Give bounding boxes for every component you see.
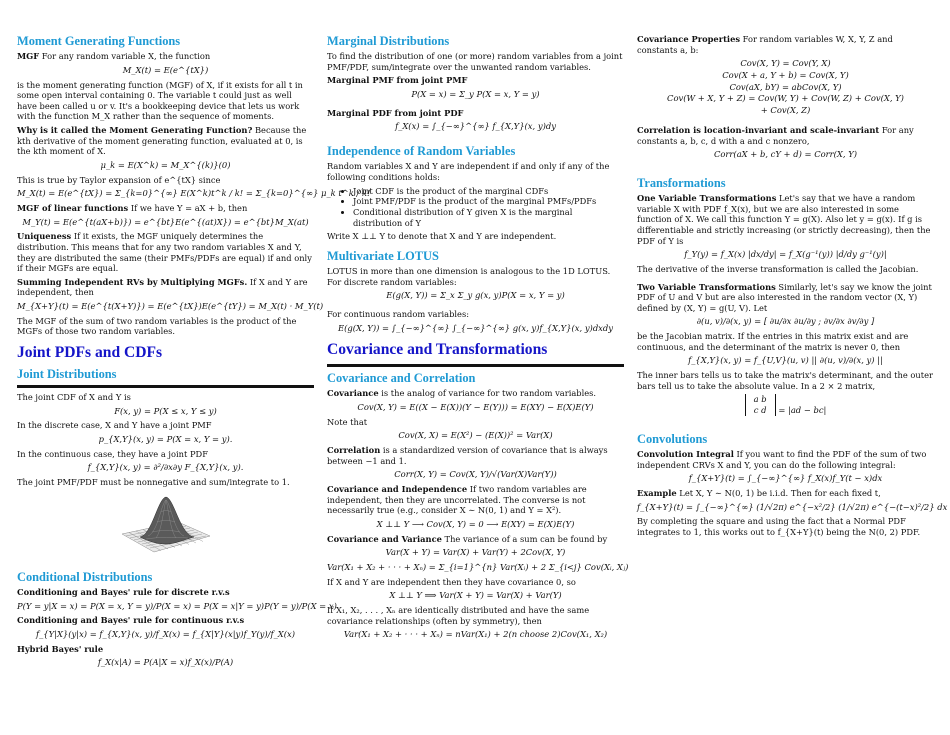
cov-shift-eq: Cov(X + a, Y + b) = Cov(X, Y) <box>722 69 849 80</box>
example-term: Example <box>637 488 677 499</box>
cov-independence-term: Covariance and Independence <box>327 483 468 494</box>
conditional-heading: Conditional Distributions <box>17 569 153 584</box>
two-var-transform <box>637 282 934 314</box>
covariance-eq: Cov(X, Y) = E((X − E(X))(Y − E(Y))) = E(XY) − E(X)E(Y) <box>357 401 594 412</box>
mgf-definition <box>17 51 314 62</box>
corr-invariance-term: Correlation is location-invariant and scale-invariant <box>637 124 880 135</box>
correlation-def <box>327 445 624 466</box>
two-var-pdf-eq: f_{X,Y}(x, y) = f_{U,V}(u, v) || ∂(u, v)/∂(x, y) || <box>688 355 883 366</box>
covariance-term: Covariance <box>327 388 379 399</box>
determinant-rhs: = |ad − bc| <box>778 405 827 416</box>
section-divider <box>327 364 624 367</box>
cov-variance-text: The variance of a sum can be found by <box>441 533 608 544</box>
var-sum-eq: Var(X + Y) = Var(X) + Var(Y) + 2Cov(X, Y) <box>385 547 566 558</box>
uniqueness-text: If it exists, the MGF uniquely determines the distribution. This means that for any two random variables X and Y, they are distributed the same (their PMFs/PDFs are equal) if and only if their MGFs are equal. <box>17 231 312 274</box>
continuous-bayes-term: Conditioning and Bayes' rule for continuous r.v.s <box>17 615 245 626</box>
mgf-linear-text: If we have Y = aX + b, then <box>128 203 248 213</box>
covariance-def <box>327 388 624 399</box>
example-eq: f_{X+Y}(t) = ∫_{−∞}^{∞} (1/√2π) e^{−x²/2} (1/√2π) e^{−(t−x)²/2} dx <box>637 501 948 512</box>
correlation-term: Correlation <box>327 445 381 456</box>
convolution-term: Convolution Integral <box>637 449 734 460</box>
convolution-integral <box>637 449 934 470</box>
covariance-big-heading: Covariance and Transformations <box>327 341 548 359</box>
cov-scale-eq: Cov(aX, bY) = abCov(X, Y) <box>729 81 842 92</box>
cov-properties <box>637 34 934 55</box>
independence-notation: Write X ⊥⊥ Y to denote that X and Y are independent. <box>327 231 557 242</box>
corr-invariance-eq: Corr(aX + b, cY + d) = Corr(X, Y) <box>713 149 858 160</box>
mgf-sum <box>17 277 314 298</box>
corr-invariance-text: For any constants a, b, c, d with a and c nonzero, <box>637 124 914 146</box>
bars-text: The inner bars tells us to take the matrix's determinant, and the outer bars tell us to take the absolute value. In a 2 × 2 matrix, <box>637 370 933 391</box>
cov-variance <box>327 534 624 545</box>
one-var-eq: f_Y(y) = f_X(x) |dx/dy| = f_X(g⁻¹(y)) |d/dy g⁻¹(y)| <box>684 249 887 260</box>
discrete-bayes-eq: P(Y = y|X = x) = P(X = x, Y = y)/P(X = x) = P(X = x|Y = y)P(Y = y)/P(X = x) <box>17 600 337 611</box>
two-var-term: Two Variable Transformations <box>637 281 776 292</box>
convolution-example <box>637 488 934 499</box>
convolution-conclusion: By completing the square and using the fact that a Normal PDF integrates to 1, this works out to f_{X+Y}(t) being the N(0, 2) PDF. <box>637 516 921 538</box>
determinant-eq <box>637 394 934 416</box>
marginal-pdf-eq: f_X(x) = ∫_{−∞}^{∞} f_{X,Y}(x, y)dy <box>395 121 556 132</box>
list-item: • Joint PMF/PDF is the product of the marginal PMFs/PDFs <box>353 196 624 207</box>
joint-pdf-eq: f_{X,Y}(x, y) = ∂²/∂x∂y F_{X,Y}(x, y). <box>87 462 244 473</box>
mgf-eq: M_X(t) = E(e^{tX}) <box>122 64 209 75</box>
mgf-linear <box>17 203 314 214</box>
cov-properties-term: Covariance Properties <box>637 34 741 44</box>
note-text: Note that <box>327 416 368 427</box>
marginal-intro: To find the distribution of one (or more) random variables from a joint PMF/PDF, sum/integrate over the unwanted random variables. <box>327 51 623 72</box>
cov-independence-text: If two random variables are independent, then they are uncorrelated. The converse is not necessarily true (e.g., consider X ∼ N(0, 1) and Y = X²). <box>327 483 587 516</box>
cov-independence <box>327 484 624 516</box>
mgf-why <box>17 125 314 157</box>
jacobian-matrix-eq: ∂(u, v)/∂(x, y) = [ ∂u/∂x ∂u/∂y ; ∂v/∂x ∂v/∂y ] <box>696 316 875 327</box>
marginal-pdf-term: Marginal PDF from joint PDF <box>327 107 464 118</box>
mgf-why-text: Because the kth derivative of the moment generating function, evaluated at 0, is the kth moment of X. <box>17 125 307 157</box>
cov-properties-eqs <box>637 58 934 116</box>
mgf-def-text: For any random variable X, the function <box>39 51 211 62</box>
jacobian-text: be the Jacobian matrix. If the entries in this matrix exist and are continuous, and the determinant of the matrix is never 0, then <box>637 331 909 352</box>
joint-nonneg-text: The joint PMF/PDF must be nonnegative and sum/integrate to 1. <box>17 477 290 488</box>
matrix-row-1: a b <box>753 394 767 405</box>
hybrid-bayes-term: Hybrid Bayes' rule <box>17 643 104 654</box>
one-var-transform <box>637 193 934 246</box>
linear-eq: M_Y(t) = E(e^{t(aX+b)}) = e^{bt}E(e^{(at)X}) = e^{bt}M_X(at) <box>22 216 309 227</box>
marginal-pmf-eq: P(X = x) = Σ_y P(X = x, Y = y) <box>411 89 540 100</box>
lotus-heading: Multivariate LOTUS <box>327 248 439 263</box>
lotus-intro: LOTUS in more than one dimension is analogous to the 1D LOTUS. For discrete random variables: <box>327 266 611 287</box>
joint-cdf-text: The joint CDF of X and Y is <box>17 391 131 402</box>
covariance-text: is the analog of variance for two random variables. <box>378 388 597 399</box>
section-divider <box>17 385 314 388</box>
taylor-text: This is true by Taylor expansion of e^{tX} since <box>17 174 221 185</box>
joint-heading: Joint Distributions <box>17 366 117 381</box>
matrix-2x2 <box>745 394 776 416</box>
joint-big-heading: Joint PDFs and CDFs <box>17 343 163 361</box>
joint-pmf-eq: p_{X,Y}(x, y) = P(X = x, Y = y). <box>98 433 233 444</box>
marginal-pmf-term: Marginal PMF from joint PMF <box>327 75 468 86</box>
var-sum-n-eq: Var(X₁ + X₂ + · · · + Xₙ) = Σ_{i=1}^{n} Var(Xᵢ) + 2 Σ_{i<j} Cov(Xᵢ, Xⱼ) <box>327 561 629 572</box>
cov-variance-term: Covariance and Variance <box>327 533 442 544</box>
uniqueness-term: Uniqueness <box>17 231 72 242</box>
mgf-linear-term: MGF of linear functions <box>17 203 129 213</box>
cov-bilinear-eq: Cov(W + X, Y + Z) = Cov(W, Y) + Cov(W, Z) + Cov(X, Y) <box>667 93 904 104</box>
independence-intro: Random variables X and Y are independent if and only if any of the following conditions holds: <box>327 161 610 183</box>
mgf-explanation: is the moment generating function (MGF) of X, if it exists for all t in some open interval containing 0. The variable t could just as well have been called u or v. It's a bookkeeping device that lets us work with the function M_X rather than the sequence of moments. <box>17 79 303 122</box>
independence-list <box>327 186 624 228</box>
correlation-text: is a standardized version of covariance that is always between −1 and 1. <box>327 445 608 466</box>
independent-var-eq: X ⊥⊥ Y ⟹ Var(X + Y) = Var(X) + Var(Y) <box>389 590 562 601</box>
convolution-text: If you want to find the PDF of the sum of two independent CRVs X and Y, you can do the following integral: <box>637 449 927 470</box>
cov-var-eq: Cov(X, X) = E(X²) − (E(X))² = Var(X) <box>398 430 553 441</box>
cov-properties-text: For random variables W, X, Y, Z and constants a, b: <box>637 34 893 55</box>
bivariate-normal-surface-image <box>118 492 214 556</box>
mgf-why-term: Why is it called the Moment Generating Function? <box>17 125 253 136</box>
discrete-bayes-term: Conditioning and Bayes' rule for discrete r.v.s <box>17 586 230 597</box>
one-var-term: One Variable Transformations <box>637 193 777 204</box>
sum-eq: M_{X+Y}(t) = E(e^{t(X+Y)}) = E(e^{tX})E(e^{tY}) = M_X(t) · M_Y(t) <box>17 301 324 312</box>
list-item: • Conditional distribution of Y given X is the marginal distribution of Y <box>353 207 624 228</box>
two-var-text: Similarly, let's say we know the joint PDF of U and V but are also interested in the random vector (X, Y) defined by (X, Y) = g(U, V). Let <box>637 281 932 313</box>
lotus-continuous-eq: E(g(X, Y)) = ∫_{−∞}^{∞} ∫_{−∞}^{∞} g(x, y)f_{X,Y}(x, y)dxdy <box>338 322 613 333</box>
joint-pmf-text: In the discrete case, X and Y have a joint PMF <box>17 420 212 431</box>
joint-cdf-eq: F(x, y) = P(X ≤ x, Y ≤ y) <box>114 405 217 416</box>
independence-heading: Independence of Random Variables <box>327 144 516 159</box>
example-text: Let X, Y ∼ N(0, 1) be i.i.d. Then for each fixed t, <box>676 488 881 499</box>
lotus-continuous-text: For continuous random variables: <box>327 308 469 319</box>
hybrid-bayes-eq: f_X(x|A) = P(A|X = x)f_X(x)/P(A) <box>97 657 234 668</box>
sum-text: If X and Y are independent, then <box>17 276 308 298</box>
mgf-heading: Moment Generating Functions <box>17 34 181 48</box>
joint-pdf-text: In the continuous case, they have a joint PDF <box>17 448 208 459</box>
transformations-heading: Transformations <box>637 175 726 190</box>
sum-term: Summing Independent RVs by Multiplying MGFs. <box>17 276 248 287</box>
mgf-uniqueness <box>17 231 314 273</box>
marginal-heading: Marginal Distributions <box>327 34 450 48</box>
continuous-bayes-eq: f_{Y|X}(y|x) = f_{X,Y}(x, y)/f_X(x) = f_{X|Y}(x|y)f_Y(y)/f_X(x) <box>36 628 295 639</box>
column-2 <box>327 34 629 644</box>
iid-text: If X₁, X₂, . . . , Xₙ are identically distributed and have the same covariance relationships (often by symmetry), then <box>327 605 590 626</box>
cov-bilinear-eq-cont: + Cov(X, Z) <box>760 105 811 116</box>
column-3 <box>637 34 948 541</box>
correlation-eq: Corr(X, Y) = Cov(X, Y)/√(Var(X)Var(Y)) <box>394 469 557 480</box>
corr-invariance <box>637 125 934 146</box>
convolution-eq: f_{X+Y}(t) = ∫_{−∞}^{∞} f_X(x)f_Y(t − x)dx <box>688 473 883 484</box>
independent-cov-text: If X and Y are independent then they have covariance 0, so <box>327 576 576 587</box>
cov-symmetry-eq: Cov(X, Y) = Cov(Y, X) <box>740 58 831 69</box>
matrix-row-2: c d <box>753 405 767 416</box>
covariance-heading: Covariance and Correlation <box>327 371 476 386</box>
iid-var-eq: Var(X₁ + X₂ + · · · + Xₙ) = nVar(X₁) + 2(n choose 2)Cov(X₁, X₂) <box>343 629 608 640</box>
moment-eq: μ_k = E(X^k) = M_X^{(k)}(0) <box>100 159 231 170</box>
list-item: • Joint CDF is the product of the marginal CDFs <box>353 186 624 197</box>
convolutions-heading: Convolutions <box>637 431 708 446</box>
mgf-term: MGF <box>17 51 40 62</box>
sum-after: The MGF of the sum of two random variables is the product of the MGFs of those two random variables. <box>17 315 297 337</box>
jacobian-deriv-text: The derivative of the inverse transformation is called the Jacobian. <box>637 264 919 274</box>
one-var-text: Let's say that we have a random variable X with PDF f_X(x), but we are also interested in some function of X. We call this function Y = g(X). Also let y = g(x). If g is differentiable and strictly increasing (or strictly decreasing), then the PDF of Y is <box>637 193 931 246</box>
cov-independence-eq: X ⊥⊥ Y ⟶ Cov(X, Y) = 0 ⟶ E(XY) = E(X)E(Y) <box>376 518 575 529</box>
taylor-eq: M_X(t) = E(e^{tX}) = Σ_{k=0}^{∞} E(X^k)t^k / k! = Σ_{k=0}^{∞} μ_k t^k / k! <box>17 188 371 199</box>
lotus-discrete-eq: E(g(X, Y)) = Σ_x Σ_y g(x, y)P(X = x, Y = y) <box>386 290 565 301</box>
